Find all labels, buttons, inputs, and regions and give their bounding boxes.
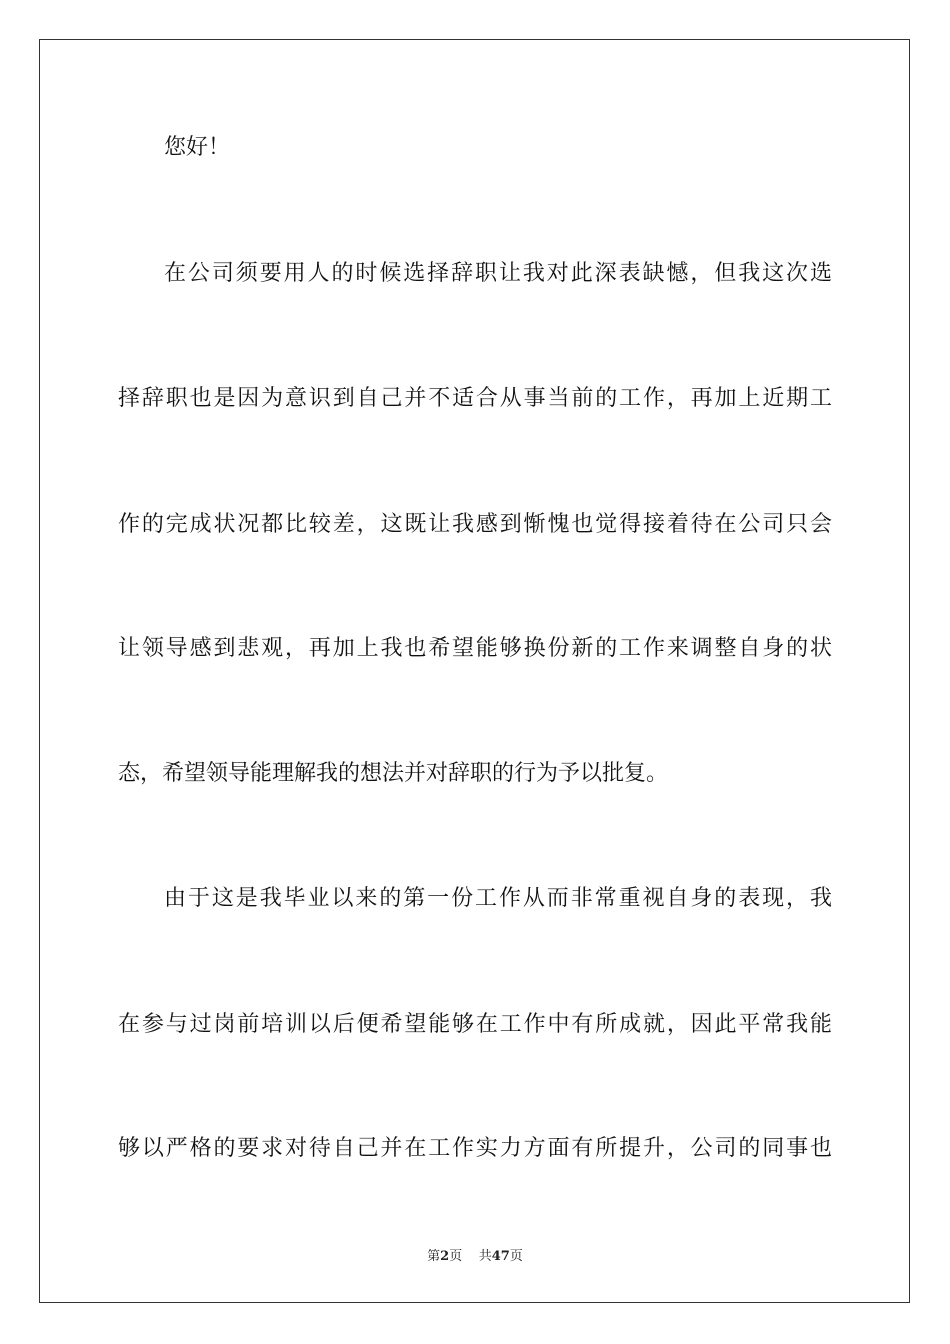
- paragraph-2-line-1: 由于这是我毕业以来的第一份工作从而非常重视自身的表现，我: [164, 886, 832, 911]
- page-footer: [0, 1248, 950, 1266]
- page-suffix: 页: [449, 1249, 463, 1264]
- total-suffix: 页: [509, 1249, 523, 1264]
- total-prefix: 共: [478, 1249, 492, 1264]
- paragraph-1-line-3: 作的完成状况都比较差，这既让我感到惭愧也觉得接着待在公司只会: [118, 512, 832, 537]
- paragraph-1-line-4: 让领导感到悲观，再加上我也希望能够换份新的工作来调整自身的状: [118, 636, 832, 661]
- total-pages: 47: [491, 1249, 510, 1264]
- greeting: 您好！: [164, 135, 231, 160]
- paragraph-1-line-1: 在公司须要用人的时候选择辞职让我对此深表缺憾，但我这次选: [164, 261, 832, 286]
- paragraph-2-line-3: 够以严格的要求对待自己并在工作实力方面有所提升，公司的同事也: [118, 1136, 832, 1161]
- page-prefix: 第: [427, 1249, 441, 1264]
- paragraph-1-line-5: 态，希望领导能理解我的想法并对辞职的行为予以批复。: [118, 761, 669, 786]
- page-number: 2: [440, 1249, 450, 1264]
- paragraph-2-line-2: 在参与过岗前培训以后便希望能够在工作中有所成就，因此平常我能: [118, 1012, 832, 1037]
- page-border: [39, 39, 910, 1303]
- paragraph-1-line-2: 择辞职也是因为意识到自己并不适合从事当前的工作，再加上近期工: [118, 386, 832, 411]
